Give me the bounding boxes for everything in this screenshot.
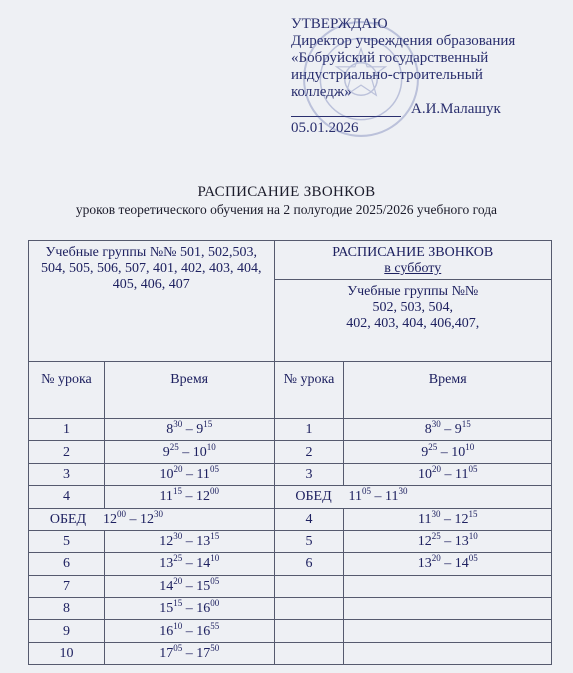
approval-line-3: индустриально-строительный: [291, 67, 483, 83]
weekday-lesson-start-hour: 8: [166, 422, 174, 438]
weekday-lesson-time: [104, 598, 274, 620]
weekday-col-time: Время: [104, 362, 274, 419]
saturday-lesson-separator: –: [437, 444, 452, 460]
saturday-lesson-number: [274, 575, 344, 597]
saturday-lesson-start-hour: 13: [417, 556, 432, 572]
weekday-lesson-end-minute: 00: [210, 598, 220, 609]
weekday-lesson-start-minute: 30: [173, 531, 183, 542]
saturday-lesson-time: [344, 508, 552, 530]
saturday-lunch-time: [348, 486, 408, 505]
table-row: [29, 620, 552, 642]
weekday-lunch-cell: [29, 508, 275, 530]
weekday-lesson-end-hour: 16: [196, 601, 211, 617]
weekday-lesson-start-minute: 25: [173, 553, 183, 564]
weekday-lesson-end-hour: 9: [196, 422, 204, 438]
saturday-lunch-start-minute: 05: [362, 486, 371, 497]
weekday-lesson-start-minute: 05: [173, 642, 183, 653]
saturday-lesson-start-minute: 25: [431, 531, 441, 542]
saturday-lesson-time: [344, 463, 552, 485]
approval-date: 05.01.2026: [291, 120, 359, 136]
weekday-lesson-number: 10: [29, 642, 105, 664]
saturday-groups-cell: [274, 280, 551, 362]
weekday-col-lesson-number: № урока: [29, 362, 105, 419]
saturday-lesson-number: [274, 642, 344, 664]
weekday-lesson-separator: –: [182, 578, 197, 594]
weekday-lesson-end-hour: 17: [196, 645, 211, 661]
saturday-lesson-time: [344, 530, 552, 552]
table-row: [29, 463, 552, 485]
weekday-lesson-start-hour: 13: [159, 556, 174, 572]
saturday-groups-line-2: 502, 503, 504,: [372, 300, 453, 315]
weekday-lesson-separator: –: [181, 489, 196, 505]
weekday-lesson-end-hour: 16: [196, 623, 211, 639]
saturday-lesson-end-hour: 12: [454, 511, 469, 527]
weekday-lesson-time: [104, 575, 274, 597]
table-row: [29, 508, 552, 530]
table-row: [29, 530, 552, 552]
saturday-lesson-separator: –: [440, 466, 455, 482]
official-seal-stamp: [300, 18, 422, 140]
table-row: [29, 575, 552, 597]
saturday-lesson-end-hour: 14: [454, 556, 469, 572]
weekday-lesson-end-hour: 12: [195, 489, 210, 505]
saturday-lesson-time: [344, 441, 552, 463]
weekday-lesson-start-hour: 16: [159, 623, 174, 639]
weekday-lesson-end-minute: 00: [209, 486, 219, 497]
saturday-lesson-end-minute: 15: [461, 419, 471, 430]
saturday-lesson-time: [344, 620, 552, 642]
weekday-lesson-start-hour: 9: [162, 444, 170, 460]
approval-line-4: колледж»: [291, 84, 352, 100]
saturday-lesson-separator: –: [440, 511, 455, 527]
weekday-lesson-separator: –: [178, 444, 193, 460]
weekday-lesson-end-minute: 05: [210, 575, 220, 586]
weekday-lesson-start-minute: 15: [172, 486, 182, 497]
weekday-groups-text: Учебные группы №№ 501, 502,503, 504, 505, 506, 507, 401, 402, 403, 404, 405, 406, 407: [41, 245, 262, 292]
weekday-lesson-time: [104, 642, 274, 664]
saturday-lesson-separator: –: [440, 422, 455, 438]
weekday-lesson-end-minute: 15: [203, 419, 213, 430]
saturday-lunch-start-hour: 11: [348, 489, 362, 505]
weekday-lesson-end-minute: 05: [209, 463, 219, 474]
weekday-lesson-start-minute: 20: [173, 575, 183, 586]
weekday-lesson-separator: –: [182, 556, 197, 572]
saturday-lesson-start-minute: 20: [431, 553, 441, 564]
weekday-lesson-start-hour: 15: [159, 601, 174, 617]
schedule-table-wrapper: [28, 240, 552, 661]
weekday-lesson-time: [104, 486, 274, 508]
weekday-lesson-time: [104, 620, 274, 642]
weekday-lesson-end-hour: 10: [192, 444, 207, 460]
weekday-lesson-number: 9: [29, 620, 105, 642]
weekday-lesson-start-hour: 17: [159, 645, 174, 661]
saturday-lesson-number: 1: [274, 419, 344, 441]
saturday-lesson-number: [274, 598, 344, 620]
weekday-lesson-separator: –: [182, 466, 197, 482]
saturday-lesson-start-hour: 10: [417, 466, 432, 482]
saturday-lesson-number: 2: [274, 441, 344, 463]
saturday-lesson-end-minute: 05: [468, 463, 478, 474]
saturday-lesson-separator: –: [440, 534, 455, 550]
weekday-lesson-number: 5: [29, 530, 105, 552]
saturday-lesson-start-hour: 8: [424, 422, 432, 438]
saturday-lesson-time: [344, 419, 552, 441]
saturday-lesson-number: 6: [274, 553, 344, 575]
saturday-lesson-time: [344, 642, 552, 664]
saturday-title-cell: [274, 241, 551, 280]
weekday-lesson-number: 3: [29, 463, 105, 485]
document-title: РАСПИСАНИЕ ЗВОНКОВ: [197, 184, 376, 200]
weekday-lunch-time: [103, 508, 163, 527]
weekday-lesson-start-minute: 30: [173, 419, 183, 430]
table-row: [29, 598, 552, 620]
saturday-lunch-end-minute: 30: [398, 486, 408, 497]
weekday-lesson-time: [104, 463, 274, 485]
weekday-lesson-time: [104, 553, 274, 575]
weekday-lesson-number: 8: [29, 598, 105, 620]
saturday-lunch-end-hour: 11: [385, 489, 399, 505]
weekday-lesson-number: 4: [29, 486, 105, 508]
saturday-lesson-end-hour: 13: [454, 534, 469, 550]
weekday-lesson-end-minute: 50: [210, 642, 220, 653]
schedule-table: [28, 240, 552, 665]
saturday-lesson-end-minute: 15: [468, 508, 478, 519]
weekday-groups-cell: [29, 241, 275, 362]
weekday-lesson-start-minute: 20: [173, 463, 183, 474]
weekday-lesson-end-hour: 14: [196, 556, 211, 572]
weekday-lunch-label: ОБЕД: [49, 511, 87, 527]
saturday-lesson-start-hour: 9: [421, 444, 429, 460]
approval-line-1: Директор учреждения образования: [291, 33, 516, 49]
saturday-lunch-label: ОБЕД: [295, 489, 332, 505]
saturday-groups-line-3: 402, 403, 404, 406,407,: [346, 316, 480, 331]
weekday-lesson-number: 2: [29, 441, 105, 463]
weekday-lesson-end-hour: 11: [196, 466, 210, 482]
weekday-lesson-start-minute: 25: [169, 441, 179, 452]
weekday-lesson-number: 6: [29, 553, 105, 575]
saturday-lesson-number: [274, 620, 344, 642]
weekday-lunch-separator: –: [126, 511, 140, 527]
saturday-lesson-end-minute: 10: [465, 441, 475, 452]
weekday-lesson-end-minute: 15: [210, 531, 220, 542]
saturday-lesson-number: 3: [274, 463, 344, 485]
approval-heading: УТВЕРЖДАЮ: [291, 16, 388, 32]
weekday-lesson-time: [104, 441, 274, 463]
signature-name: А.И.Малашук: [411, 101, 501, 117]
table-row: [29, 553, 552, 575]
saturday-lesson-start-minute: 25: [428, 441, 438, 452]
saturday-subtitle: в субботу: [384, 261, 442, 276]
weekday-lesson-separator: –: [182, 645, 197, 661]
saturday-groups-line-1: Учебные группы №№: [347, 284, 479, 299]
weekday-lesson-start-minute: 15: [173, 598, 183, 609]
saturday-lesson-number: 5: [274, 530, 344, 552]
saturday-lesson-number: 4: [274, 508, 344, 530]
saturday-lesson-start-hour: 11: [417, 511, 432, 527]
weekday-lesson-start-hour: 14: [159, 578, 174, 594]
saturday-lesson-end-hour: 10: [451, 444, 466, 460]
saturday-col-lesson-number: № урока: [274, 362, 344, 419]
weekday-lesson-separator: –: [182, 623, 197, 639]
weekday-lunch-end-hour: 12: [140, 511, 154, 527]
weekday-lesson-time: [104, 419, 274, 441]
table-row: [29, 419, 552, 441]
saturday-lesson-start-minute: 20: [431, 463, 441, 474]
weekday-lesson-separator: –: [182, 422, 197, 438]
weekday-lesson-separator: –: [182, 534, 197, 550]
saturday-lesson-time: [344, 575, 552, 597]
saturday-lesson-start-minute: 30: [431, 508, 441, 519]
weekday-lesson-start-hour: 12: [159, 534, 174, 550]
saturday-lesson-start-minute: 30: [431, 419, 441, 430]
saturday-title: РАСПИСАНИЕ ЗВОНКОВ: [332, 245, 494, 260]
weekday-lesson-start-minute: 10: [173, 620, 183, 631]
weekday-lesson-end-minute: 10: [210, 553, 220, 564]
weekday-lesson-end-hour: 13: [196, 534, 211, 550]
weekday-lesson-start-hour: 10: [159, 466, 174, 482]
table-row: [29, 441, 552, 463]
saturday-lesson-start-hour: 12: [417, 534, 432, 550]
weekday-lesson-number: 1: [29, 419, 105, 441]
saturday-lesson-separator: –: [440, 556, 455, 572]
weekday-lesson-number: 7: [29, 575, 105, 597]
schedule-rows: [29, 419, 552, 665]
saturday-lesson-end-hour: 11: [454, 466, 469, 482]
weekday-lesson-time: [104, 530, 274, 552]
saturday-lesson-time: [344, 598, 552, 620]
weekday-lesson-end-hour: 15: [196, 578, 211, 594]
saturday-lesson-end-hour: 9: [454, 422, 462, 438]
saturday-lesson-time: [344, 553, 552, 575]
weekday-lunch-start-hour: 12: [103, 511, 117, 527]
table-row: [29, 642, 552, 664]
weekday-lesson-end-minute: 10: [206, 441, 216, 452]
document-subtitle: уроков теоретического обучения на 2 полугодие 2025/2026 учебного года: [75, 202, 498, 217]
weekday-lesson-end-minute: 55: [210, 620, 220, 631]
table-row: [29, 486, 552, 508]
saturday-lunch-separator: –: [371, 489, 385, 505]
approval-line-2: «Бобруйский государственный: [291, 50, 489, 66]
weekday-lesson-start-hour: 11: [159, 489, 173, 505]
saturday-lesson-end-minute: 10: [468, 531, 478, 542]
saturday-col-time: Время: [344, 362, 552, 419]
weekday-lesson-separator: –: [182, 601, 197, 617]
weekday-lunch-end-minute: 30: [154, 508, 163, 519]
saturday-lesson-end-minute: 05: [468, 553, 478, 564]
weekday-lunch-start-minute: 00: [117, 508, 126, 519]
saturday-lunch-cell: [274, 486, 551, 508]
